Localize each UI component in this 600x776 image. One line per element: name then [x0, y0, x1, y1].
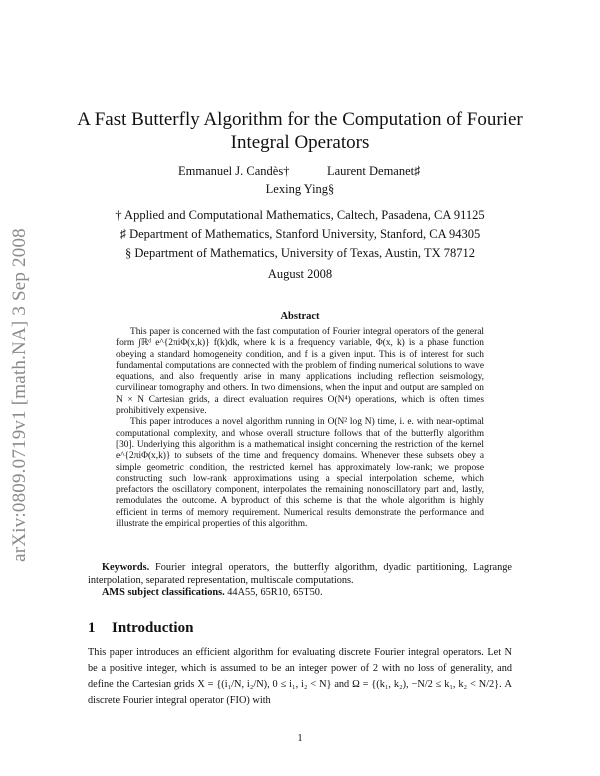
section-heading: [88, 620, 193, 637]
keywords-block: [88, 562, 512, 600]
author-ying: Lexing Ying§: [265, 182, 335, 196]
intro-paragraph: This paper introduces an efficient algorithm for evaluating discrete Fourier integral operators. Let N be a positive integer, which is assumed to be an integer power of 2 with no loss of generality, and define the Cartesian grids X = {(i₁/N, i₂/N), 0 ≤ i₁, i₂ < N} and Ω = {(k₁, k₂), −N/2 ≤ k₁, k₂ < N/2}. A discrete Fourier integral operator (FIO) with: [88, 647, 512, 706]
abstract-paragraph-1: This paper is concerned with the fast computation of Fourier integral operators of the general form ∫ℝᵈ e^{2πiΦ(x,k)} f(k)dk, where k is a frequency variable, Φ(x, k) is a phase function obeying a standard homogeneity condition, and f is a given input. This is of interest for such fundamental computations are connected with the problem of finding numerical solutions to wave equations, and also frequently arise in many applications including reflection seismology, curvilinear tomography and others. In two dimensions, when the input and output are sampled on N × N Cartesian grids, a direct evaluation requires O(N⁴) operations, which is often times prohibitively expensive.: [116, 327, 484, 417]
keywords-label: Keywords.: [102, 562, 150, 573]
publication-date: August 2008: [267, 267, 333, 281]
author-candes: Emmanuel J. Candès†: [178, 164, 290, 178]
abstract-body: [116, 327, 484, 530]
title-line-1: A Fast Butterfly Algorithm for the Computation of Fourier: [77, 109, 523, 130]
title-line-2: Integral Operators: [230, 132, 370, 153]
author-demanet: Laurent Demanet♯: [327, 164, 421, 178]
section-title: Introduction: [112, 620, 194, 636]
affiliation-stanford: ♯ Department of Mathematics, Stanford University, Stanford, CA 94305: [119, 227, 481, 241]
keywords-text: Fourier integral operators, the butterfly algorithm, dyadic partitioning, Lagrange interpolation, separated representation, multiscale computations.: [88, 562, 512, 586]
page-number: 1: [297, 733, 303, 744]
abstract-heading: Abstract: [280, 311, 320, 322]
abstract-paragraph-2: This paper introduces a novel algorithm running in O(N² log N) time, i. e. with near-optimal computational complexity, and whose overall structure follows that of the butterfly algorithm [30]. Underlying this algorithm is a mathematical insight concerning the restriction of the kernel e^{2πiΦ(x,k)} to subsets of the time and frequency domains. Whenever these subsets obey a simple geometric condition, the restricted kernel has approximately low-rank; we propose constructing such low-rank approximations using a special interpolation scheme, which prefactors the oscillatory component, interpolates the remaining nonoscillatory part and, lastly, remodulates the outcome. A byproduct of this scheme is that the whole algorithm is highly efficient in terms of memory requirement. Numerical results demonstrate the performance and illustrate the empirical properties of this algorithm.: [116, 417, 484, 530]
section-number: 1: [88, 620, 96, 636]
affiliation-caltech: † Applied and Computational Mathematics, Caltech, Pasadena, CA 91125: [115, 208, 485, 222]
paper-title: [60, 108, 540, 154]
introduction-body: [88, 645, 512, 709]
ams-text: 44A55, 65R10, 65T50.: [227, 587, 323, 598]
arxiv-id-text: arXiv:0809.0719v1 [math.NA] 3 Sep 2008: [9, 228, 30, 562]
ams-label: AMS subject classifications.: [102, 587, 225, 598]
ams-paragraph: [88, 587, 512, 600]
affiliation-texas: § Department of Mathematics, University of Texas, Austin, TX 78712: [125, 246, 475, 260]
keywords-paragraph: [88, 562, 512, 587]
